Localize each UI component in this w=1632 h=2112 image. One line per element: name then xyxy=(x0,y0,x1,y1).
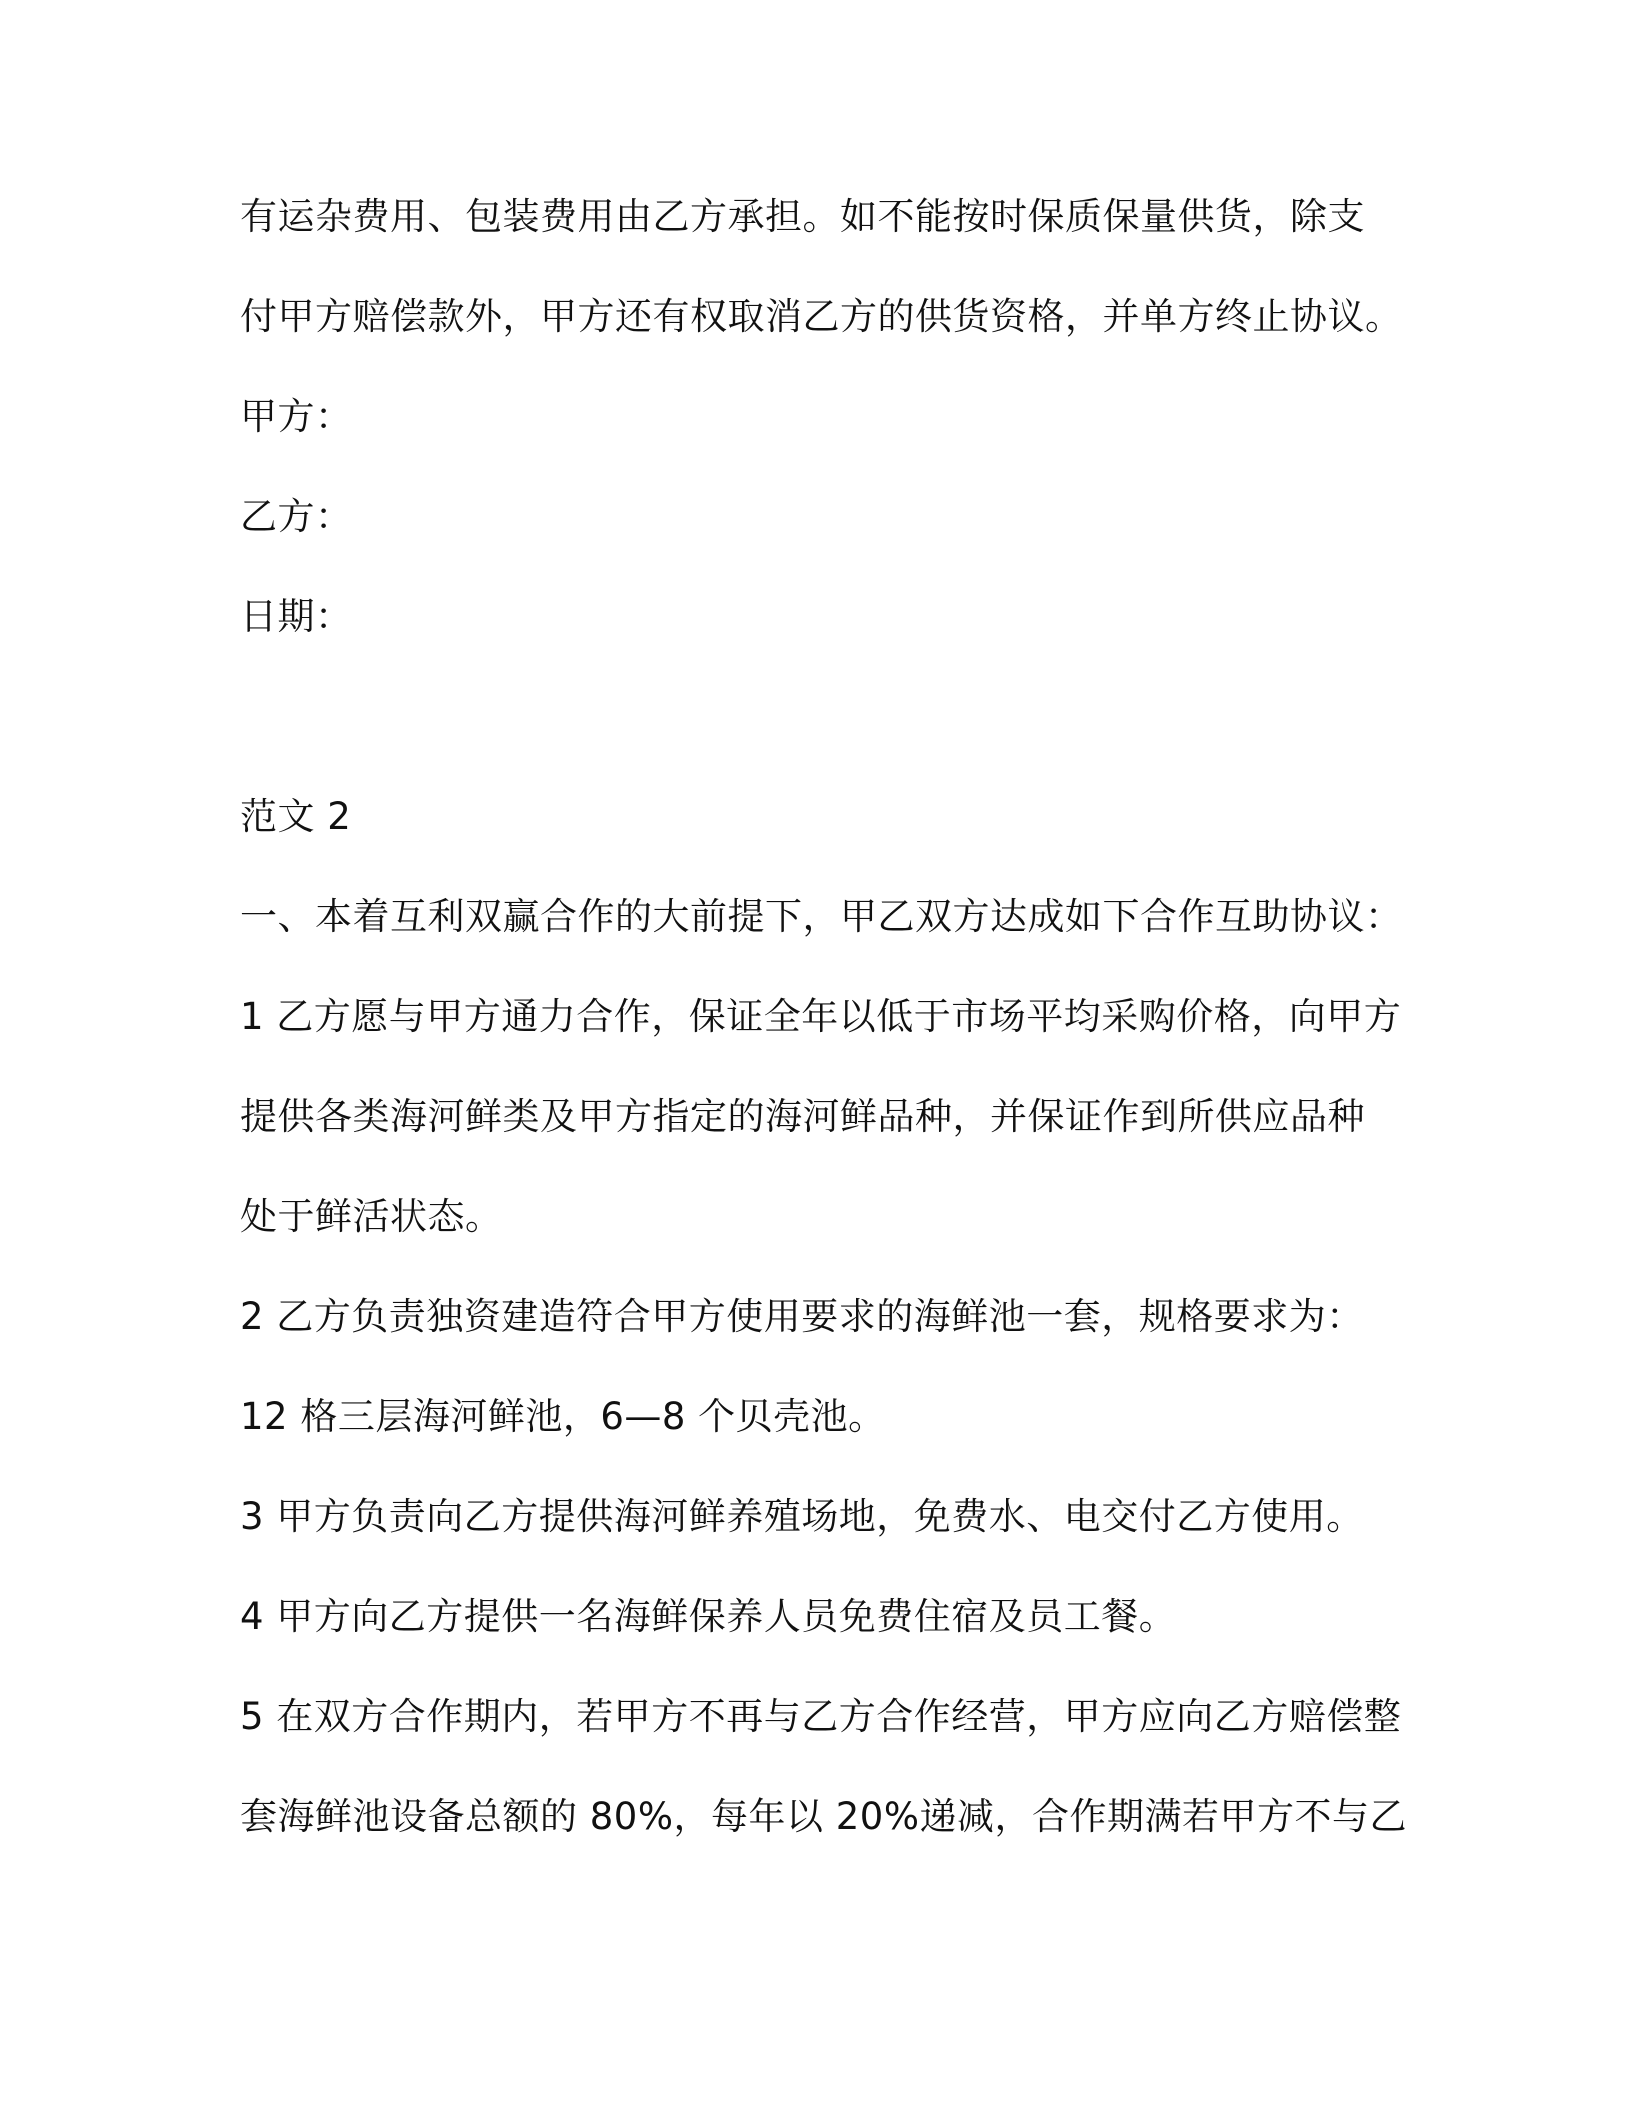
paragraph-line: 5 在双方合作期内，若甲方不再与乙方合作经营，甲方应向乙方赔偿整 xyxy=(240,1695,1402,1738)
party-a-label: 甲方： xyxy=(240,395,353,438)
paragraph-line: 提供各类海河鲜类及甲方指定的海河鲜品种，并保证作到所供应品种 xyxy=(240,1095,1365,1138)
paragraph-line: 3 甲方负责向乙方提供海河鲜养殖场地，免费水、电交付乙方使用。 xyxy=(240,1495,1364,1538)
paragraph-line: 2 乙方负责独资建造符合甲方使用要求的海鲜池一套，规格要求为： xyxy=(240,1295,1364,1338)
paragraph-line: 有运杂费用、包装费用由乙方承担。如不能按时保质保量供货，除支 xyxy=(240,195,1365,238)
party-b-label: 乙方： xyxy=(240,495,353,538)
date-label: 日期： xyxy=(240,595,353,638)
paragraph-line: 12 格三层海河鲜池，6—8 个贝壳池。 xyxy=(240,1395,886,1438)
paragraph-line: 处于鲜活状态。 xyxy=(240,1195,503,1238)
paragraph-line: 一、本着互利双赢合作的大前提下，甲乙双方达成如下合作互助协议： xyxy=(240,895,1403,938)
section-heading: 范文 2 xyxy=(240,795,352,838)
paragraph-line: 4 甲方向乙方提供一名海鲜保养人员免费住宿及员工餐。 xyxy=(240,1595,1177,1638)
paragraph-line: 付甲方赔偿款外，甲方还有权取消乙方的供货资格，并单方终止协议。 xyxy=(240,295,1403,338)
paragraph-line: 1 乙方愿与甲方通力合作，保证全年以低于市场平均采购价格，向甲方 xyxy=(240,995,1402,1038)
paragraph-line: 套海鲜池设备总额的 80%，每年以 20%递减，合作期满若甲方不与乙 xyxy=(240,1795,1407,1838)
